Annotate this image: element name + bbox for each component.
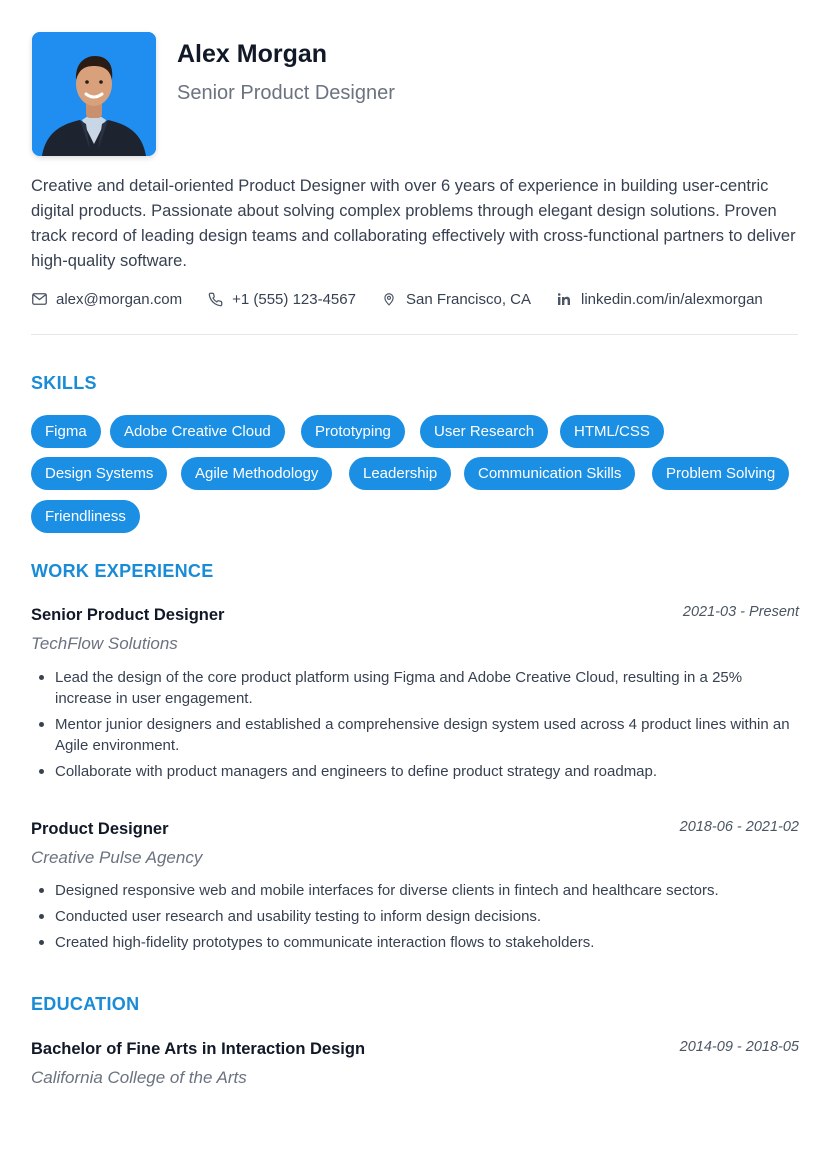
job-role: Senior Product Designer <box>31 606 225 624</box>
linkedin-icon <box>556 291 572 307</box>
skill-tag: Problem Solving <box>652 457 789 490</box>
degree-title: Bachelor of Fine Arts in Interaction Design <box>31 1040 366 1058</box>
mail-icon <box>31 291 47 307</box>
skill-tag: Figma <box>31 415 101 448</box>
education-heading: EDUCATION <box>31 994 140 1014</box>
list-item: Collaborate with product managers and engineers to define product strategy and roadmap. <box>31 761 791 782</box>
map-pin-icon <box>381 291 397 307</box>
profile-summary: Creative and detail-oriented Product Designer with over 6 years of experience in building user-centric digital products. Passionate about solving complex problems through elegant design solutions. Proven track record of leading design teams and collaborating effectively with cross-functional partners to deliver high-quality software. <box>31 177 796 270</box>
list-item: Designed responsive web and mobile interfaces for diverse clients in fintech and healthcare sectors. <box>31 880 791 901</box>
contact-email[interactable] <box>31 291 182 308</box>
job-bullets <box>31 667 791 787</box>
contact-location-text: San Francisco, CA <box>405 290 532 308</box>
contact-location <box>381 291 531 308</box>
skill-tag: HTML/CSS <box>560 415 664 448</box>
skill-tag: Prototyping <box>301 415 405 448</box>
candidate-name: Alex Morgan <box>177 40 328 68</box>
skill-tag: Design Systems <box>31 457 167 490</box>
skill-tag: Friendliness <box>31 500 140 533</box>
list-item: Created high-fidelity prototypes to communicate interaction flows to stakeholders. <box>31 932 791 953</box>
candidate-title: Senior Product Designer <box>177 82 395 104</box>
job-company: Creative Pulse Agency <box>31 848 203 867</box>
skill-tag: User Research <box>420 415 548 448</box>
contact-phone-text: +1 (555) 123-4567 <box>232 290 356 308</box>
contact-phone[interactable] <box>207 291 356 308</box>
skill-tag: Communication Skills <box>464 457 635 490</box>
job-bullets <box>31 880 791 958</box>
skill-tag: Leadership <box>349 457 451 490</box>
header-divider <box>31 334 798 335</box>
contact-linkedin[interactable] <box>556 291 763 308</box>
job-role: Product Designer <box>31 820 169 838</box>
phone-icon <box>207 291 223 307</box>
list-item: Lead the design of the core product platform using Figma and Adobe Creative Cloud, resulting in a 25% increase in user engagement. <box>31 667 791 709</box>
contact-linkedin-text: linkedin.com/in/alexmorgan <box>581 290 763 308</box>
list-item: Conducted user research and usability testing to inform design decisions. <box>31 906 791 927</box>
skills-heading: SKILLS <box>31 373 97 393</box>
contact-email-text: alex@morgan.com <box>56 290 183 308</box>
job-company: TechFlow Solutions <box>31 634 178 653</box>
profile-photo <box>32 32 156 156</box>
skill-tag: Agile Methodology <box>181 457 332 490</box>
job-dates: 2021-03 - Present <box>682 604 799 620</box>
education-dates: 2014-09 - 2018-05 <box>679 1039 799 1055</box>
contact-bar <box>31 289 763 309</box>
skill-tag: Adobe Creative Cloud <box>110 415 285 448</box>
list-item: Mentor junior designers and established a comprehensive design system used across 4 product lines within an Agile environment. <box>31 714 791 756</box>
school-name: California College of the Arts <box>31 1068 247 1087</box>
experience-heading: WORK EXPERIENCE <box>31 561 214 581</box>
job-dates: 2018-06 - 2021-02 <box>679 819 799 835</box>
